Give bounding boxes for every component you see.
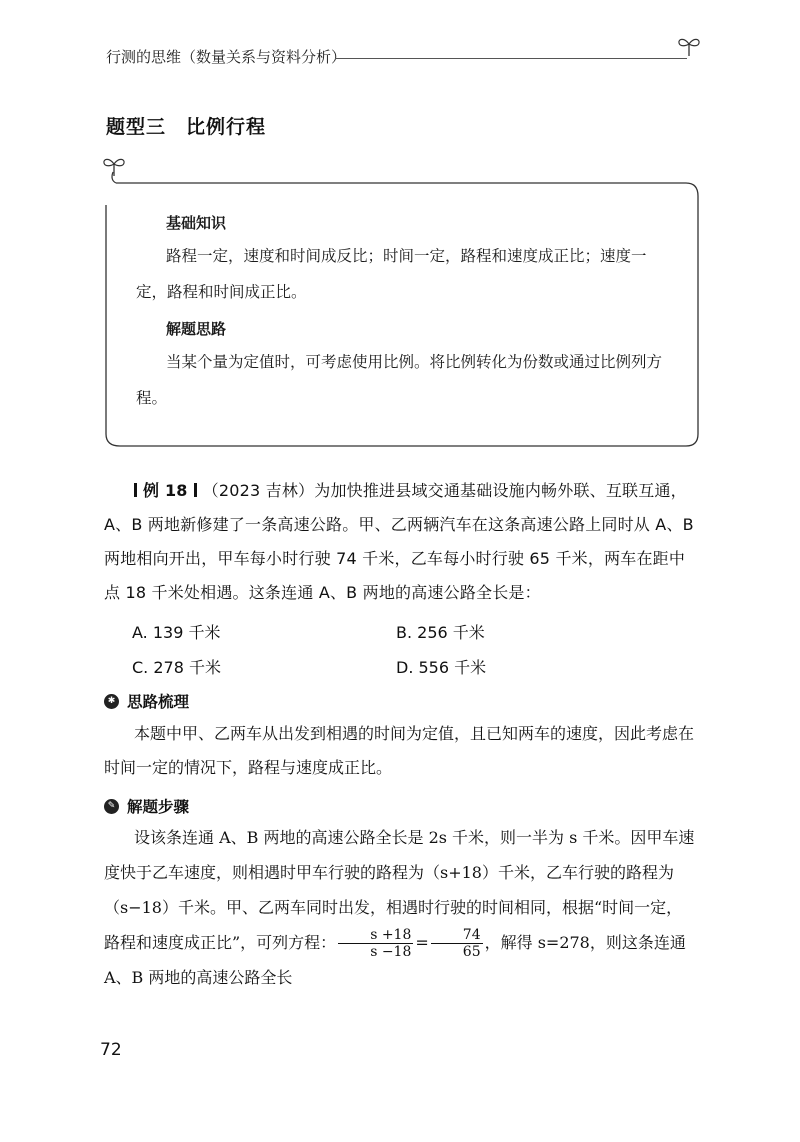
example-question-text: 为加快推进县域交通基础设施内畅外联、互联互通，A、B 两地新修建了一条高速公路。甲、乙两辆汽车在这条高速公路上同时从 A、B 两地相向开出，甲车每小时行驶 74 千米，乙车每小时行驶 65 千米，两车在距中点 18 千米处相遇。这条连通 A、B 两地的高速公路全长是：: [104, 481, 694, 602]
solution-text-part1: 设该条连通 A、B 两地的高速公路全长是 2s 千米，则一半为 s 千米。因甲车速度快于乙车速度，则相遇时甲车行驶的路程为（s+18）千米，乙车行驶的路程为（s−18）千米。甲、乙两车同时出发，相遇时行驶的时间相同，根据“时间一定，路程和速度成正比”，可列方程：: [104, 828, 695, 952]
example-source: （2023 吉林）: [202, 481, 315, 500]
pencil-icon: ✎: [104, 799, 119, 814]
solution-heading-label: 解题步骤: [127, 798, 190, 816]
basic-knowledge-text: 路程一定，速度和时间成反比；时间一定，路程和速度成正比；速度一定，路程和时间成正比。: [136, 247, 647, 301]
method-heading: 解题思路: [166, 320, 227, 338]
analysis-text: 本题中甲、乙两车从出发到相遇的时间为定值，且已知两车的速度，因此考虑在时间一定的情况下，路程与速度成正比。: [104, 724, 695, 777]
equals-sign: =: [415, 933, 429, 952]
analysis-heading: [104, 690, 189, 712]
example-question: [104, 474, 698, 610]
fraction-left: $\frac{s +18}{s -18}$: [338, 927, 413, 960]
solution-text-part2: ，解得 s=278，则这条连通 A、B 两地的高速公路全长: [104, 933, 686, 987]
solution-text: [104, 820, 698, 995]
gear-icon: ✱: [104, 694, 119, 709]
option-c: C. 278 千米: [132, 658, 221, 677]
analysis-heading-label: 思路梳理: [127, 693, 190, 711]
option-d: D. 556 千米: [396, 658, 487, 677]
page-number: 72: [100, 1040, 122, 1060]
fraction-right: $\frac{74}{65}$: [431, 927, 483, 960]
option-a: A. 139 千米: [132, 623, 221, 642]
section-label: 题型三: [106, 116, 167, 138]
method-text: 当某个量为定值时，可考虑使用比例。将比例转化为份数或通过比例列方程。: [136, 353, 663, 407]
sprout-icon: [101, 152, 127, 178]
basic-knowledge-heading: 基础知识: [166, 214, 227, 232]
example-tag: 例 18: [128, 481, 203, 500]
book-title: 行测的思维（数量关系与资料分析）: [106, 48, 347, 66]
option-b: B. 256 千米: [396, 623, 485, 642]
section-name: 比例行程: [186, 116, 267, 138]
solution-heading: [104, 795, 189, 817]
